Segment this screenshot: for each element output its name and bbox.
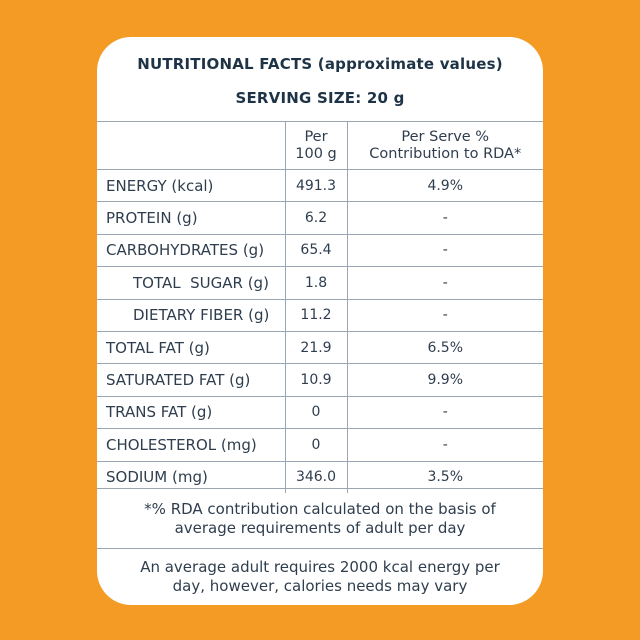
nutrient-value: 65.4 — [285, 234, 347, 266]
nutrient-value: 6.2 — [285, 202, 347, 234]
nutrient-value: 346.0 — [285, 461, 347, 493]
nutrient-name: TRANS FAT (g) — [97, 396, 285, 428]
nutrient-name: SODIUM (mg) — [97, 461, 285, 493]
rda-footnote-line2: average requirements of adult per day — [174, 519, 466, 537]
nutrient-name: SATURATED FAT (g) — [97, 364, 285, 396]
nutrient-value: 11.2 — [285, 299, 347, 331]
nutrient-rda: - — [347, 299, 543, 331]
table-row — [97, 429, 543, 461]
nutrition-table — [97, 121, 543, 493]
nutrient-rda: - — [347, 234, 543, 266]
rda-header-line1: Per Serve % — [401, 128, 490, 145]
nutrient-rda: - — [347, 202, 543, 234]
nutrient-rda: - — [347, 267, 543, 299]
per-100g-header-line2: 100 g — [295, 145, 337, 162]
nutrient-rda: 3.5% — [347, 461, 543, 493]
nutrient-value: 0 — [285, 396, 347, 428]
nutrition-facts-card — [97, 37, 543, 605]
table-row — [97, 364, 543, 396]
nutrient-name: CHOLESTEROL (mg) — [97, 429, 285, 461]
table-row — [97, 234, 543, 266]
energy-advice-line1: An average adult requires 2000 kcal energy per — [140, 558, 500, 576]
table-row — [97, 331, 543, 363]
energy-advice-line2: day, however, calories needs may vary — [172, 577, 468, 595]
nutrient-name: DIETARY FIBER (g) — [97, 299, 285, 331]
table-row — [97, 170, 543, 202]
rda-footnote-line1: *% RDA contribution calculated on the basis of — [144, 500, 496, 518]
table-row — [97, 299, 543, 331]
nutrient-name: TOTAL FAT (g) — [97, 331, 285, 363]
nutrient-rda: 6.5% — [347, 331, 543, 363]
nutrient-rda: - — [347, 429, 543, 461]
nutrient-rda: 4.9% — [347, 170, 543, 202]
nutrient-header — [97, 122, 285, 170]
nutrient-rda: - — [347, 396, 543, 428]
rda-header — [347, 122, 543, 170]
table-row — [97, 202, 543, 234]
nutrient-name: CARBOHYDRATES (g) — [97, 234, 285, 266]
table-row — [97, 267, 543, 299]
rda-header-line2: Contribution to RDA* — [369, 145, 522, 162]
table-row — [97, 396, 543, 428]
nutrient-value: 1.8 — [285, 267, 347, 299]
table-header-row — [97, 122, 543, 170]
nutrition-title: NUTRITIONAL FACTS (approximate values) — [137, 55, 503, 73]
serving-size: SERVING SIZE: 20 g — [235, 89, 405, 107]
nutrient-rda: 9.9% — [347, 364, 543, 396]
nutrient-value: 0 — [285, 429, 347, 461]
rda-footnote — [97, 488, 543, 548]
per-100g-header-line1: Per — [304, 128, 328, 145]
per-100g-header — [285, 122, 347, 170]
energy-advice-note — [97, 548, 543, 605]
nutrient-name: TOTAL SUGAR (g) — [97, 267, 285, 299]
nutrient-value: 10.9 — [285, 364, 347, 396]
nutrient-name: PROTEIN (g) — [97, 202, 285, 234]
nutrient-name: ENERGY (kcal) — [97, 170, 285, 202]
nutrient-value: 491.3 — [285, 170, 347, 202]
nutrient-value: 21.9 — [285, 331, 347, 363]
